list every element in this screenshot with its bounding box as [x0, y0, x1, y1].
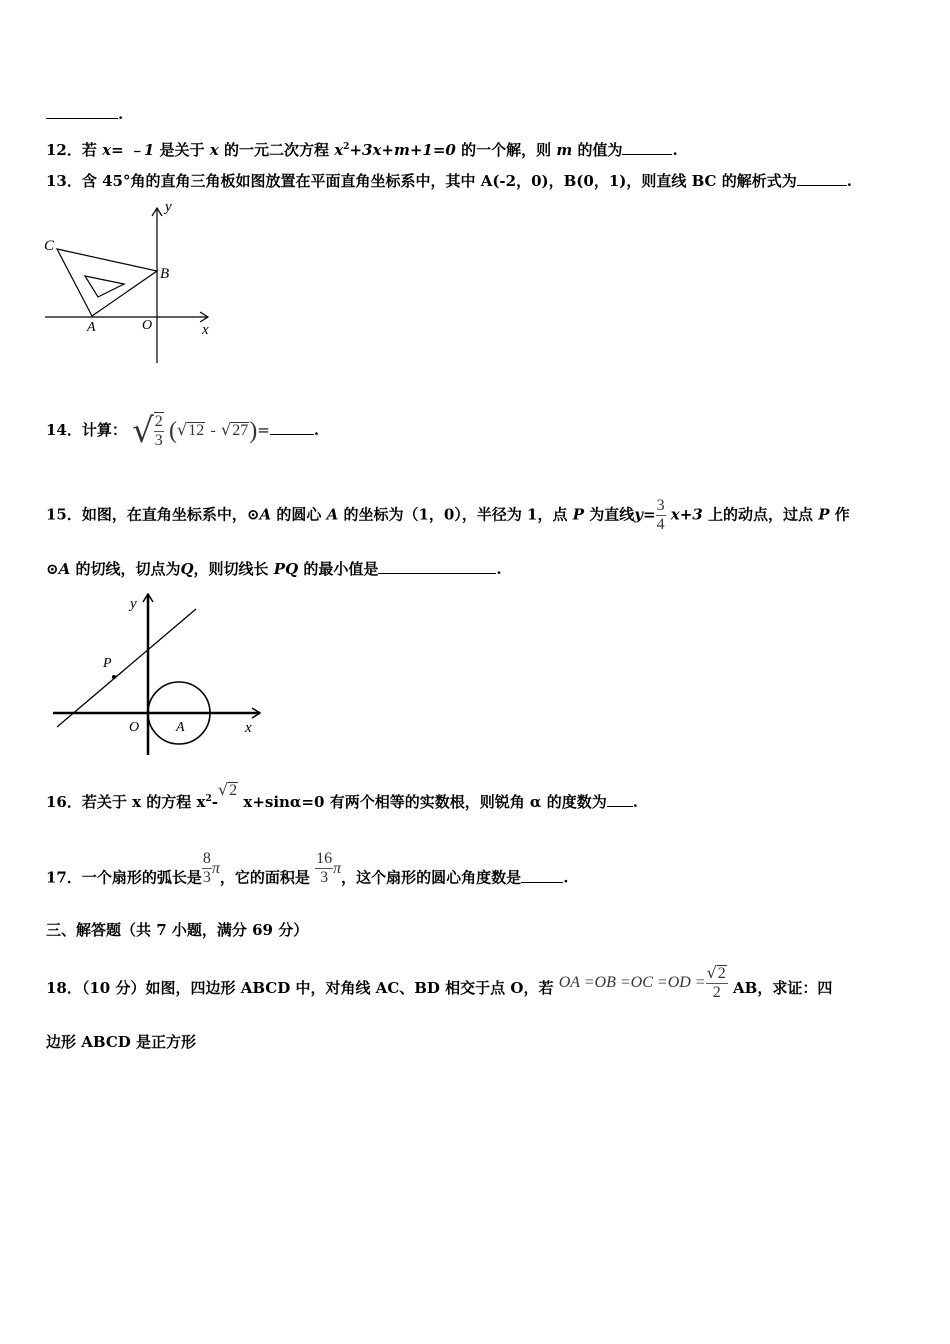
fraction-16-3: $\frac{16}{3}$ [316, 850, 333, 886]
point-p [112, 675, 116, 679]
line-y-eq-3-4x-plus-3 [57, 609, 196, 727]
question-15-line-2: ⊙A 的切线，切点为Q，则切线长 PQ 的最小值是 . [46, 560, 502, 578]
question-16: 16．若关于 x 的方程 $x^2-√2$ x+sinα=0 有两个相等的实数根，则锐角 α 的度数为 . [46, 780, 638, 811]
q13-figure [40, 198, 220, 368]
question-18: 18．（10 分）如图，四边形 ABCD 中，对角线 AC、BD 相交于点 O，若 OA =OB =OC =OD = $\frac{√2}{2}$ AB，求证：四 [46, 963, 833, 1001]
question-15: 15．如图，在直角坐标系中，⊙A 的圆心 A 的坐标为（1，0），半径为 1，点 P 为直线y= $\frac{3}{4}$ x+3 上的动点，过点 P 作 [46, 497, 850, 533]
sqrt-fraction: √ $\frac{2}{3}$ [132, 411, 163, 451]
answer-blank [46, 104, 118, 119]
answer-blank [607, 792, 633, 807]
question-12: 12．若 x= ﹣1 是关于 x 的一元二次方程 $x^2+3x+m+1=0$ 的一个解，则 m 的值为 . [46, 141, 678, 159]
question-18-line-2: 边形 ABCD 是正方形 [46, 1033, 196, 1051]
q11-tail: . [46, 104, 123, 124]
question-13: 13．含 45°角的直角三角板如图放置在平面直角坐标系中，其中 A(-2，0)，B(0，1)，则直线 BC 的解析式为 . [46, 172, 852, 190]
q15-figure [45, 588, 270, 760]
question-14: 14．计算： √ $\frac{2}{3}$ (√12 - √27)= . [46, 411, 320, 451]
label-y: y [165, 199, 172, 215]
label-x: x [202, 322, 209, 338]
label-b: B [160, 266, 170, 282]
label-c: C [44, 238, 55, 254]
label-x: x [245, 720, 252, 736]
fraction-8-3: $\frac{8}{3}$ [202, 850, 211, 886]
answer-blank [521, 868, 563, 883]
label-p: P [103, 656, 112, 671]
answer-blank [622, 140, 672, 155]
answer-blank [378, 559, 496, 574]
fraction-3-4: $\frac{3}{4}$ [656, 497, 665, 533]
triangle-outer [57, 249, 157, 316]
label-a: A [87, 320, 96, 335]
label-a: A [176, 720, 185, 735]
label-o: O [129, 720, 140, 735]
label-y: y [130, 596, 137, 612]
question-17: 17．一个扇形的弧长是 $\frac{8}{3}$ π，它的面积是 $\frac{16}{3}$ π，这个扇形的圆心角度数是 . [46, 850, 569, 887]
section-3-title: 三、解答题（共 7 小题，满分 69 分） [46, 921, 309, 939]
label-o: O [142, 318, 153, 333]
answer-blank [270, 420, 314, 435]
triangle-inner [85, 276, 124, 297]
answer-blank [797, 171, 847, 186]
fraction-sqrt2-2: $\frac{√2}{2}$ [706, 963, 726, 1001]
